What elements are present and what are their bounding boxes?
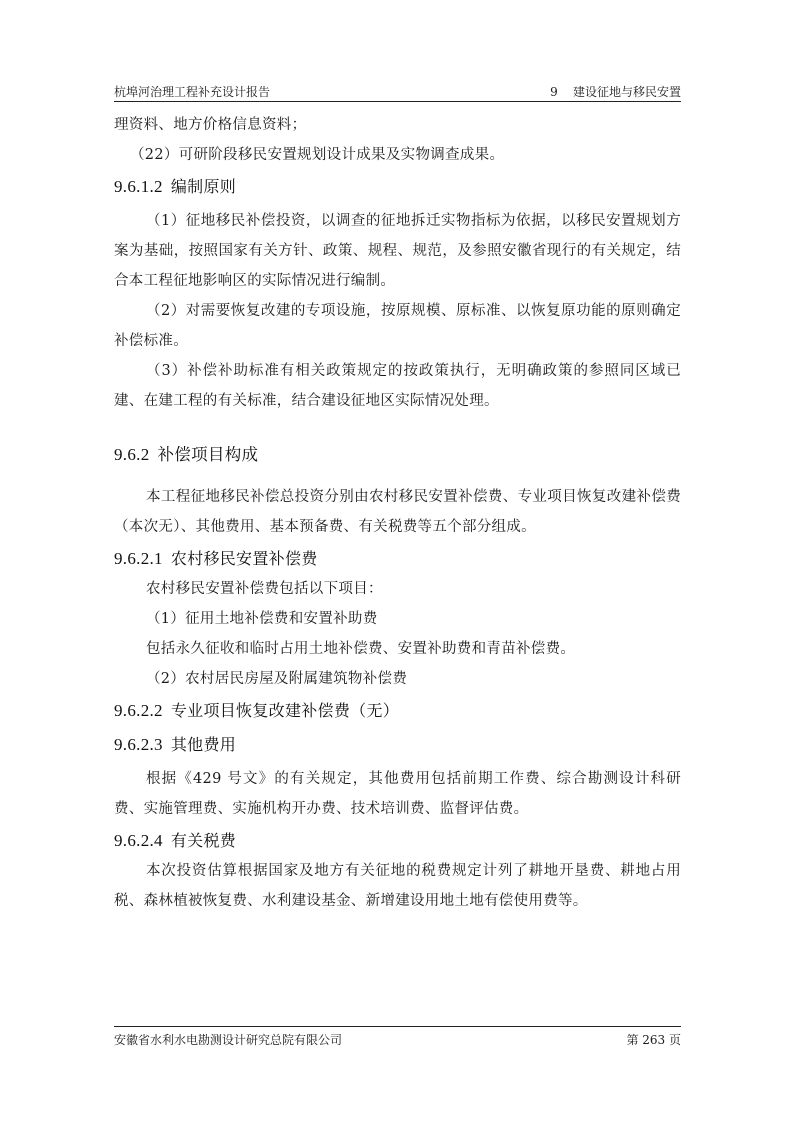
section-number: 9.6.2.2 — [114, 701, 163, 720]
footer-rule — [114, 1026, 681, 1027]
section-number: 9.6.1.2 — [114, 177, 163, 196]
section-heading-9-6-1-2 — [114, 172, 681, 202]
paragraph: （1）征地移民补偿投资，以调查的征地拆迁实物指标为依据，以移民安置规划方案为基础，按照国家有关方针、政策、规程、规范，及参照安徽省现行的有关规定，结合本工程征地影响区的实际情况进行编制。 — [114, 213, 681, 289]
section-number: 9.6.2 — [114, 445, 150, 464]
section-title: 专业项目恢复改建补偿费（无） — [170, 701, 400, 720]
paragraph: （3）补偿补助标准有相关政策规定的按政策执行，无明确政策的参照同区域已建、在建工程的有关标准，结合建设征地区实际情况处理。 — [114, 363, 681, 409]
page-body — [114, 110, 681, 916]
paragraph: 农村移民安置补偿费包括以下项目： — [146, 581, 383, 597]
paragraph: 本工程征地移民补偿总投资分别由农村移民安置补偿费、专业项目恢复改建补偿费（本次无）、其他费用、基本预备费、有关税费等五个部分组成。 — [114, 489, 681, 535]
paragraph: 本次投资估算根据国家及地方有关征地的税费规定计列了耕地开垦费、耕地占用税、森林植被恢复费、水利建设基金、新增建设用地土地有偿使用费等。 — [114, 863, 681, 909]
header-report-title: 杭埠河治理工程补充设计报告 — [114, 85, 271, 99]
section-title: 其他费用 — [170, 735, 237, 754]
section-number: 9.6.2.4 — [114, 831, 163, 850]
paragraph: 根据《429 号文》的有关规定，其他费用包括前期工作费、综合勘测设计科研费、实施管理费、实施机构开办费、技术培训费、监督评估费。 — [114, 771, 681, 817]
section-heading-9-6-2-3 — [114, 730, 681, 760]
page-number: 第 263 页 — [626, 1033, 681, 1047]
page-header — [114, 80, 681, 100]
paragraph: （2）农村居民房屋及附属建筑物补偿费 — [146, 671, 408, 687]
paragraph: 包括永久征收和临时占用土地补偿费、安置补助费和青苗补偿费。 — [146, 641, 576, 657]
paragraph: （22）可研阶段移民安置规划设计成果及实物调查成果。 — [130, 147, 505, 163]
section-title: 补偿项目构成 — [157, 445, 259, 464]
page-footer — [114, 1031, 681, 1048]
section-heading-9-6-2-1 — [114, 544, 681, 574]
section-title: 农村移民安置补偿费 — [170, 549, 318, 568]
section-heading-9-6-2 — [114, 440, 681, 470]
section-heading-9-6-2-4 — [114, 826, 681, 856]
section-heading-9-6-2-2 — [114, 696, 681, 726]
section-number: 9.6.2.1 — [114, 549, 163, 568]
header-rule — [114, 101, 681, 102]
paragraph: 理资料、地方价格信息资料； — [114, 117, 307, 133]
footer-organization: 安徽省水利水电勘测设计研究总院有限公司 — [114, 1033, 343, 1047]
section-title: 有关税费 — [170, 831, 237, 850]
header-chapter-title: 9 建设征地与移民安置 — [550, 85, 681, 99]
section-title: 编制原则 — [170, 177, 237, 196]
section-number: 9.6.2.3 — [114, 735, 163, 754]
paragraph: （1）征用土地补偿费和安置补助费 — [146, 611, 378, 627]
paragraph: （2）对需要恢复改建的专项设施，按原规模、原标准、以恢复原功能的原则确定补偿标准。 — [114, 303, 681, 349]
